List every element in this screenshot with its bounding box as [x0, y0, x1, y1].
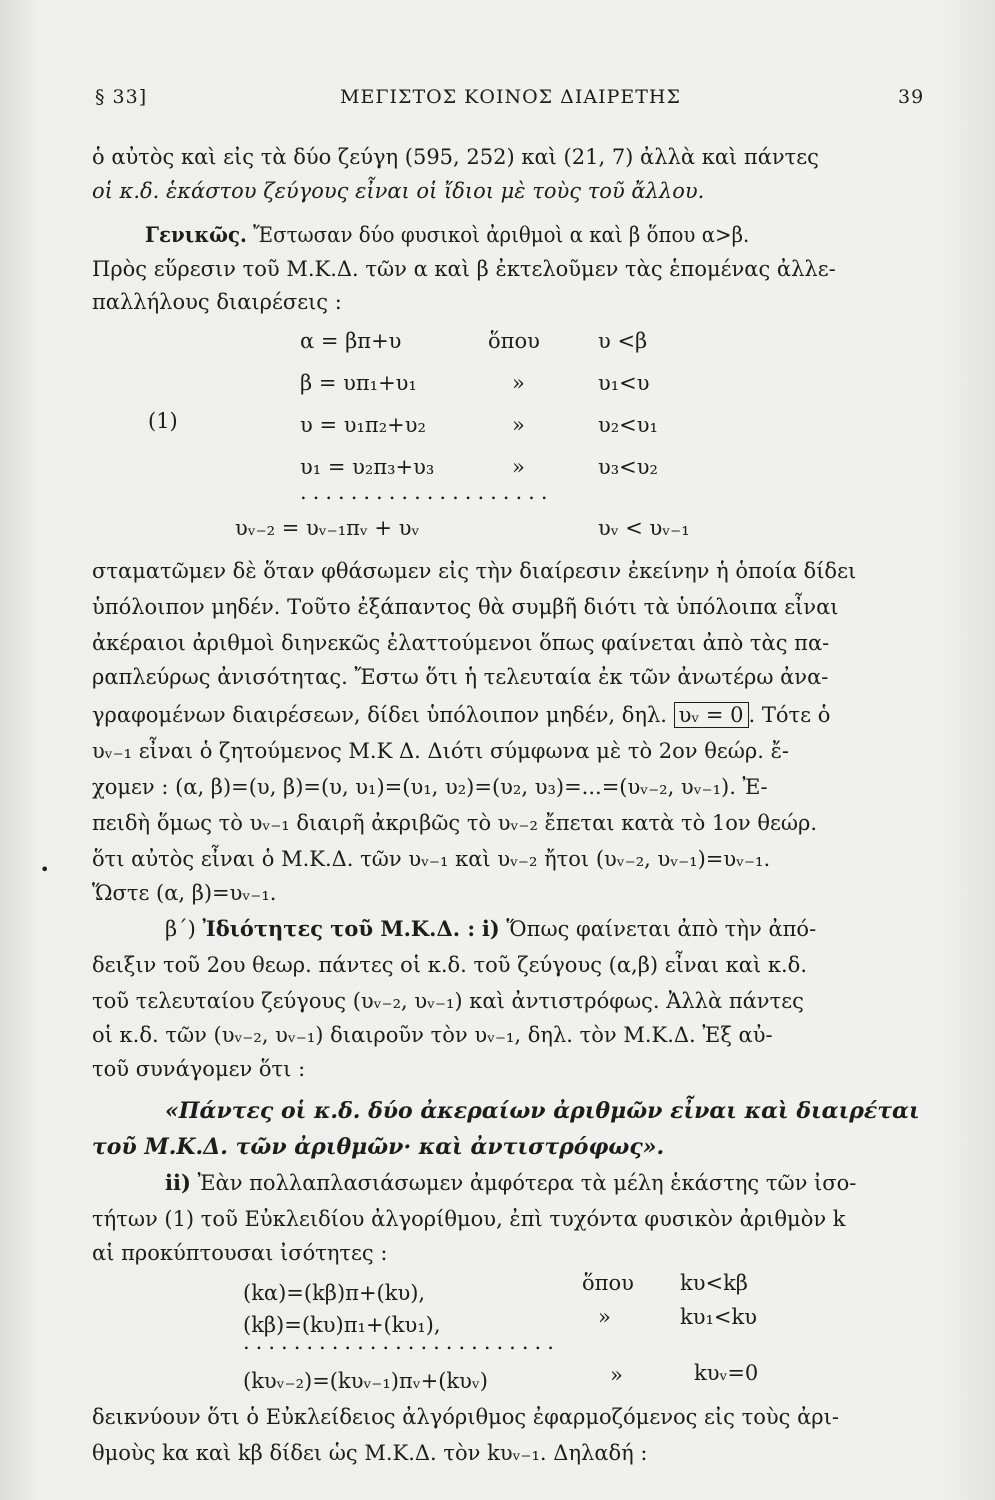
text-fragment: γραφομένων διαιρέσεων, δίδει ὑπόλοιπον μηδέν, δηλ. — [92, 703, 667, 727]
text-line: τοῦ τελευταίου ζεύγους (υᵥ₋₂, υᵥ₋₁) καὶ ἀντιστρόφως. Ἀλλὰ πάντες — [92, 989, 804, 1013]
text-line — [165, 914, 940, 944]
equation-lhs: (kυᵥ₋₂)=(kυᵥ₋₁)πᵥ+(kυᵥ) — [243, 1369, 488, 1393]
text-line: τήτων (1) τοῦ Εὐκλειδίου ἀλγορίθμου, ἐπὶ τυχόντα φυσικὸν ἀριθμὸν k — [92, 1207, 846, 1231]
section-prefix: β´) — [165, 917, 196, 941]
equation-condition: υ <β — [598, 329, 648, 353]
text-line: υᵥ₋₁ εἶναι ὁ ζητούμενος Μ.Κ Δ. Διότι σύμφωνα μὲ τὸ 2ον θεώρ. ἔ- — [92, 739, 789, 763]
text-line: Ὥστε (α, β)=υᵥ₋₁. — [92, 881, 277, 905]
text-line: ὑπόλοιπον μηδέν. Τοῦτο ἐξάπαντος θὰ συμβῆ διότι τὰ ὑπόλοιπα εἶναι — [92, 595, 839, 619]
equation-where: » — [512, 455, 525, 479]
text-line: σταματῶμεν δὲ ὅταν φθάσωμεν εἰς τὴν διαίρεσιν ἐκείνην ἡ ὁποία δίδει — [92, 559, 857, 583]
equation-where: » — [610, 1363, 623, 1387]
running-title: ΜΕΓΙΣΤΟΣ ΚΟΙΝΟΣ ΔΙΑΙΡΕΤΗΣ — [340, 86, 681, 108]
margin-dot: • — [40, 860, 50, 879]
text-line: πειδὴ ὅμως τὸ υᵥ₋₁ διαιρῆ ἀκριβῶς τὸ υᵥ₋₂ ἔπεται κατὰ τὸ 1ον θεώρ. — [92, 811, 818, 835]
page-number: 39 — [898, 86, 925, 108]
equation-where: ὅπου — [582, 1271, 634, 1295]
text-line: Πρὸς εὕρεσιν τοῦ Μ.Κ.Δ. τῶν α καὶ β ἐκτελοῦμεν τὰς ἑπομένας ἀλλε- — [92, 257, 836, 281]
text-line: χομεν : (α, β)=(υ, β)=(υ, υ₁)=(υ₁, υ₂)=(υ₂, υ₃)=...=(υᵥ₋₂, υᵥ₋₁). Ἐ- — [92, 775, 768, 799]
text-line: οἱ κ.δ. τῶν (υᵥ₋₂, υᵥ₋₁) διαιροῦν τὸν υᵥ₋₁, δηλ. τὸν Μ.Κ.Δ. Ἐξ αὐ- — [92, 1023, 773, 1047]
text-line: ὁ αὐτὸς καὶ εἰς τὰ δύο ζεύγη (595, 252) καὶ (21, 7) ἀλλὰ καὶ πάντες — [92, 145, 819, 169]
equation-lhs: (kβ)=(kυ)π₁+(kυ₁), — [243, 1313, 441, 1337]
theorem-quote: «Πάντες οἱ κ.δ. δύο ἀκεραίων ἀριθμῶν εἶναι καὶ διαιρέται — [165, 1098, 920, 1124]
equation-condition: kυ<kβ — [680, 1271, 748, 1295]
equation-lhs: υ₁ = υ₂π₃+υ₃ — [300, 455, 435, 479]
equation-condition: kυ₁<kυ — [680, 1305, 757, 1329]
text-line: ὅτι αὐτὸς εἶναι ὁ Μ.Κ.Δ. τῶν υᵥ₋₁ καὶ υᵥ₋₂ ἤτοι (υᵥ₋₂, υᵥ₋₁)=υᵥ₋₁. — [92, 847, 771, 871]
text-line: ἀκέραιοι ἀριθμοὶ διηνεκῶς ἐλαττούμενοι ὅπως φαίνεται ἀπὸ τὰς πα- — [92, 631, 830, 655]
text-line — [145, 220, 940, 250]
text-line: ραπλεύρως ἀνισότητας. Ἔστω ὅτι ἡ τελευταία ἐκ τῶν ἀνωτέρω ἀνα- — [92, 665, 829, 689]
item-label: i) — [481, 916, 500, 941]
text-line: παλλήλους διαιρέσεις : — [92, 290, 342, 314]
equation-lhs: υ = υ₁π₂+υ₂ — [300, 413, 426, 437]
equation-lhs: β = υπ₁+υ₁ — [300, 371, 417, 395]
ellipsis-row: ......................... — [243, 1330, 560, 1354]
heading-generally: Γενικῶς. — [145, 222, 247, 247]
text-fragment: Ἐὰν πολλαπλασιάσωμεν ἀμφότερα τὰ μέλη ἑκάστης τῶν ἰσο- — [197, 1171, 857, 1195]
section-number: § 33] — [95, 86, 148, 108]
text-line: δειξιν τοῦ 2ου θεωρ. πάντες οἱ κ.δ. τοῦ ζεύγους (α,β) εἶναι καὶ κ.δ. — [92, 953, 808, 977]
equation-condition: υ₁<υ — [598, 371, 650, 395]
boxed-formula: υᵥ = 0 — [674, 702, 749, 728]
equation-condition: υ₃<υ₂ — [598, 455, 658, 479]
text-line: δεικνύουν ὅτι ὁ Εὐκλείδειος ἀλγόριθμος ἐφαρμοζόμενος εἰς τοὺς ἀρι- — [92, 1405, 839, 1429]
item-label: ii) — [165, 1170, 191, 1195]
text-line — [92, 700, 937, 730]
text-line: αἱ προκύπτουσαι ἰσότητες : — [92, 1241, 388, 1265]
text-line: θμοὺς kα καὶ kβ δίδει ὡς Μ.Κ.Δ. τὸν kυᵥ₋₁. Δηλαδή : — [92, 1441, 648, 1465]
equation-label: (1) — [148, 409, 178, 433]
text-line — [165, 1168, 940, 1198]
ellipsis-row: .................... — [300, 480, 554, 504]
equation-lhs: (kα)=(kβ)π+(kυ), — [243, 1281, 426, 1305]
text-fragment: Ὅπως φαίνεται ἀπὸ τὴν ἀπό- — [506, 917, 817, 941]
equation-where: » — [512, 371, 525, 395]
equation-condition: υ₂<υ₁ — [598, 413, 658, 437]
equation-condition: υᵥ < υᵥ₋₁ — [598, 516, 690, 540]
equation-where: » — [598, 1305, 611, 1329]
equation-where: ὅπου — [488, 329, 540, 353]
properties-heading: Ἰδιότητες τοῦ Μ.Κ.Δ. : — [202, 916, 476, 941]
text-line: οἱ κ.δ. ἑκάστου ζεύγους εἶναι οἱ ἴδιοι μὲ τοὺς τοῦ ἄλλου. — [92, 179, 705, 203]
theorem-quote: τοῦ Μ.Κ.Δ. τῶν ἀριθμῶν· καὶ ἀντιστρόφως». — [92, 1134, 665, 1160]
equation-condition: kυᵥ=0 — [694, 1361, 759, 1385]
text-fragment: . Τότε ὁ — [748, 703, 831, 727]
equation-lhs: υᵥ₋₂ = υᵥ₋₁πᵥ + υᵥ — [235, 516, 420, 540]
equation-where: » — [512, 413, 525, 437]
text-line: τοῦ συνάγομεν ὅτι : — [92, 1057, 306, 1081]
equation-lhs: α = βπ+υ — [300, 329, 402, 353]
text-fragment: Ἔστωσαν δύο φυσικοὶ ἀριθμοὶ α καὶ β ὅπου α>β. — [253, 223, 750, 247]
